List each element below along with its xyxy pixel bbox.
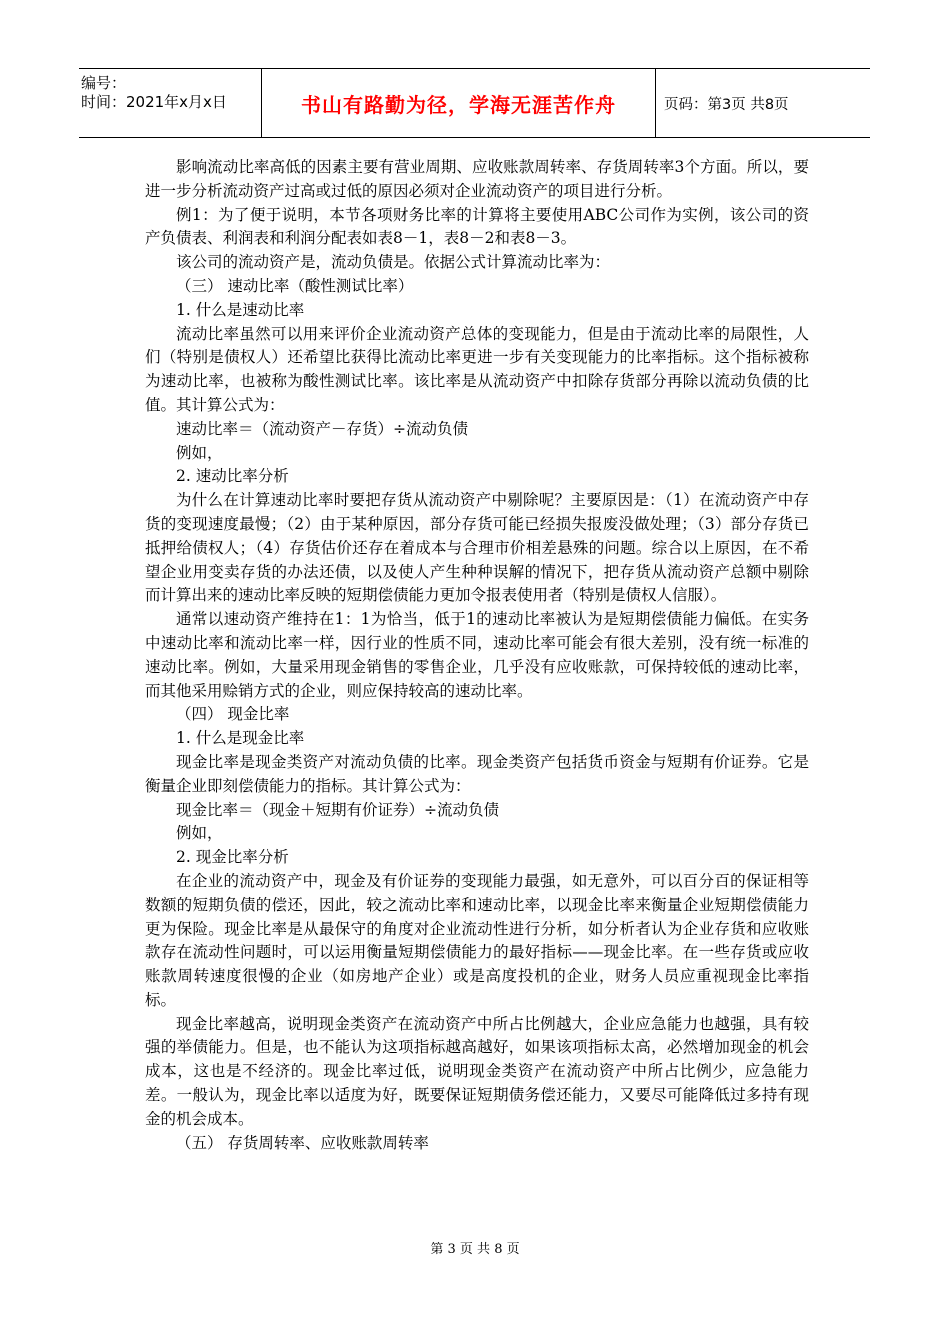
paragraph: 现金比率越高，说明现金类资产在流动资产中所占比例越大，企业应急能力也越强，具有较强的举债能力。但是，也不能认为这项指标越高越好，如果该项指标太高，必然增加现金的机会成本，这也是不经济的。现金比率过低，说明现金类资产在流动资产中所占比例少，应急能力差。一般认为，现金比率以适度为好，既要保证短期债务偿还能力，又要尽可能降低过多持有现金的机会成本。 <box>145 1014 809 1128</box>
header-meta-cell <box>79 69 261 137</box>
subsection-heading: 1. 什么是现金比率 <box>176 729 305 748</box>
paragraph: 例如， <box>176 824 223 843</box>
page-footer: 第 3 页 共 8 页 <box>430 1242 520 1257</box>
paragraph: 通常以速动资产维持在1：1为恰当，低于1的速动比率被认为是短期偿债能力偏低。在实务中速动比率和流动比率一样，因行业的性质不同，速动比率可能会有很大差别，没有统一标准的速动比率。例如，大量采用现金销售的零售企业，几乎没有应收账款，可保持较低的速动比率，而其他采用赊销方式的企业，则应保持较高的速动比率。 <box>145 610 809 700</box>
paragraph: 在企业的流动资产中，现金及有价证券的变现能力最强，如无意外，可以百分百的保证相等数额的短期负债的偿还，因此，较之流动比率和速动比率，以现金比率来衡量企业短期偿债能力更为保险。现金比率是从最保守的角度对企业流动性进行分析，如分析者认为企业存货和应收账款存在流动性问题时，可以运用衡量短期偿债能力的最好指标——现金比率。在一些存货或应收账款周转速度很慢的企业（如房地产企业）或是高度投机的企业，财务人员应重视现金比率指标。 <box>145 871 809 1009</box>
subsection-heading: 2. 速动比率分析 <box>176 467 289 486</box>
header-page-info: 页码：第3页 共8页 <box>664 96 789 113</box>
header-motto: 书山有路勤为径，学海无涯苦作舟 <box>301 92 616 117</box>
section-heading: （三） 速动比率（酸性测试比率） <box>176 276 414 295</box>
paragraph: 该公司的流动资产是，流动负债是。依据公式计算流动比率为： <box>176 253 611 272</box>
paragraph: 例如， <box>176 443 223 462</box>
section-heading: （五） 存货周转率、应收账款周转率 <box>176 1133 429 1152</box>
section-heading: （四） 现金比率 <box>176 705 290 724</box>
page-header <box>79 68 870 138</box>
header-page-info-cell <box>654 69 870 137</box>
subsection-heading: 1. 什么是速动比率 <box>176 300 305 319</box>
formula: 速动比率＝（流动资产－存货）÷流动负债 <box>176 419 468 438</box>
paragraph: 例1：为了便于说明，本节各项财务比率的计算将主要使用ABC公司作为实例，该公司的资产负债表、利润表和利润分配表如表8－1，表8－2和表8－3。 <box>145 205 809 248</box>
paragraph: 影响流动比率高低的因素主要有营业周期、应收账款周转率、存货周转率3个方面。所以，要进一步分析流动资产过高或过低的原因必须对企业流动资产的项目进行分析。 <box>145 158 809 200</box>
formula: 现金比率＝（现金＋短期有价证券）÷流动负债 <box>176 800 499 819</box>
paragraph: 流动比率虽然可以用来评价企业流动资产总体的变现能力，但是由于流动比率的局限性，人们（特别是债权人）还希望比获得比流动比率更进一步有关变现能力的比率指标。这个指标被称为速动比率，也被称为酸性测试比率。该比率是从流动资产中扣除存货部分再除以流动负债的比值。其计算公式为： <box>145 324 809 414</box>
document-number-label: 编号： <box>81 74 127 92</box>
paragraph: 现金比率是现金类资产对流动负债的比率。现金类资产包括货币资金与短期有价证券。它是衡量企业即刻偿债能力的指标。其计算公式为： <box>145 752 809 795</box>
document-body <box>145 156 809 1155</box>
document-time-label: 时间：2021年x月x日 <box>81 93 227 111</box>
paragraph: 为什么在计算速动比率时要把存货从流动资产中剔除呢？主要原因是：（1）在流动资产中存货的变现速度最慢；（2）由于某种原因，部分存货可能已经损失报废没做处理；（3）部分存货已抵押给债权人；（4）存货估价还存在着成本与合理市价相差悬殊的问题。综合以上原因，在不希望企业用变卖存货的办法还债，以及使人产生种种误解的情况下，把存货从流动资产总额中剔除而计算出来的速动比率反映的短期偿债能力更加令报表使用者（特别是债权人信服）。 <box>145 491 809 605</box>
header-motto-cell <box>261 69 656 137</box>
subsection-heading: 2. 现金比率分析 <box>176 848 289 867</box>
